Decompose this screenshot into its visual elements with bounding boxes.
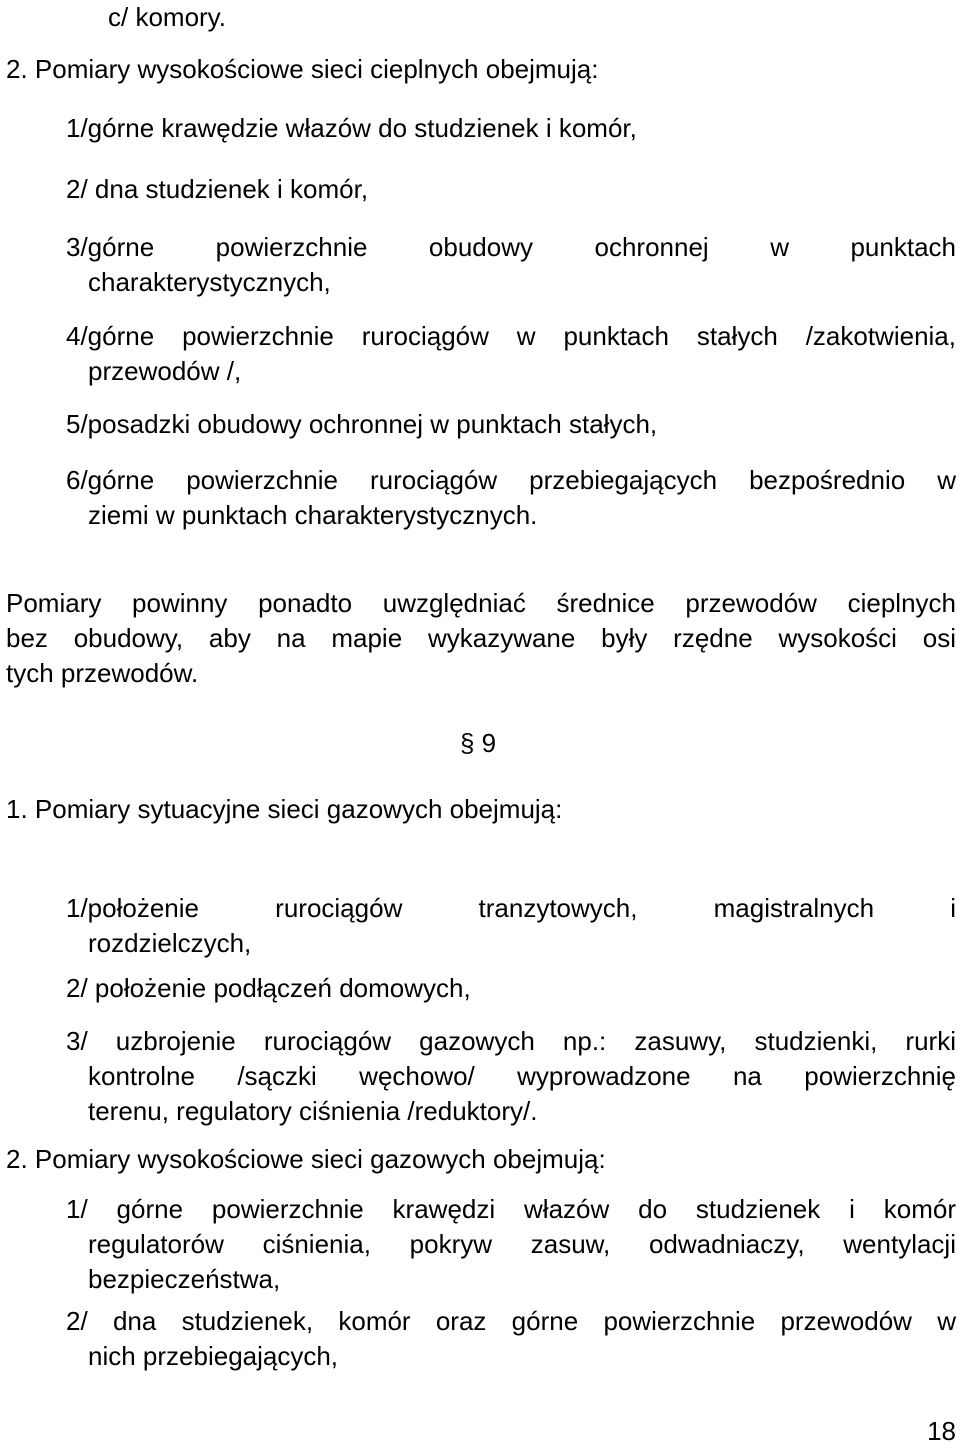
paragraph-mark: § 9	[460, 728, 497, 758]
list-item-gas-sit-3-line1: 3/ uzbrojenie rurociągów gazowych np.: zasuwy, studzienki, rurki	[66, 1026, 956, 1056]
note-line3: tych przewodów.	[6, 658, 199, 688]
note-line1: Pomiary powinny ponadto uwzględniać średnice przewodów cieplnych	[6, 588, 956, 618]
list-item-gas-sit-1-line2: rozdzielczych,	[88, 928, 252, 958]
list-item-gas-h-2	[66, 1304, 956, 1374]
list-item-heat-3-line2: charakterystycznych,	[88, 267, 331, 297]
list-item-gas-h-1-line3: bezpieczeństwa,	[88, 1264, 281, 1294]
list-item-gas-h-1-line1: 1/ górne powierzchnie krawędzi włazów do studzienek i komór	[66, 1194, 956, 1224]
list-item-gas-sit-3-line2: kontrolne /sączki węchowo/ wyprowadzone na powierzchnię	[88, 1061, 956, 1091]
list-item-gas-sit-3	[66, 1024, 956, 1129]
section-heading-heat-height: 2. Pomiary wysokościowe sieci cieplnych obejmują:	[6, 54, 599, 84]
list-item-gas-sit-1	[66, 891, 956, 961]
list-item-heat-4	[66, 319, 956, 389]
list-item-gas-h-1	[66, 1192, 956, 1297]
list-item-heat-6-line2: ziemi w punktach charakterystycznych.	[88, 500, 538, 530]
list-item-gas-sit-2: 2/ położenie podłączeń domowych,	[66, 973, 471, 1003]
list-item-heat-1: 1/górne krawędzie włazów do studzienek i komór,	[66, 113, 637, 143]
page-number: 18	[927, 1416, 956, 1446]
list-item-gas-h-2-line2: nich przebiegających,	[88, 1341, 339, 1371]
list-item-heat-6-line1: 6/górne powierzchnie rurociągów przebiegających bezpośrednio w	[66, 465, 956, 495]
note-paragraph	[6, 586, 956, 691]
list-item-heat-4-line1: 4/górne powierzchnie rurociągów w punktach stałych /zakotwienia,	[66, 321, 956, 351]
note-line2: bez obudowy, aby na mapie wykazywane były rzędne wysokości osi	[6, 623, 956, 653]
section-heading-gas-height: 2. Pomiary wysokościowe sieci gazowych obejmują:	[6, 1144, 606, 1174]
list-item-heat-6	[66, 463, 956, 533]
list-item-gas-h-2-line1: 2/ dna studzienek, komór oraz górne powierzchnie przewodów w	[66, 1306, 956, 1336]
list-item-c-komory: c/ komory.	[108, 2, 226, 32]
section-heading-gas-situational: 1. Pomiary sytuacyjne sieci gazowych obejmują:	[6, 794, 563, 824]
list-item-heat-4-line2: przewodów /,	[88, 356, 242, 386]
list-item-gas-sit-3-line3: terenu, regulatory ciśnienia /reduktory/.	[88, 1096, 538, 1126]
list-item-heat-5: 5/posadzki obudowy ochronnej w punktach stałych,	[66, 409, 658, 439]
list-item-gas-sit-1-line1: 1/położenie rurociągów tranzytowych, magistralnych i	[66, 893, 956, 923]
list-item-gas-h-1-line2: regulatorów ciśnienia, pokryw zasuw, odwadniaczy, wentylacji	[88, 1229, 956, 1259]
list-item-heat-3-line1: 3/górne powierzchnie obudowy ochronnej w punktach	[66, 232, 956, 262]
list-item-heat-2: 2/ dna studzienek i komór,	[66, 174, 369, 204]
list-item-heat-3	[66, 230, 956, 300]
